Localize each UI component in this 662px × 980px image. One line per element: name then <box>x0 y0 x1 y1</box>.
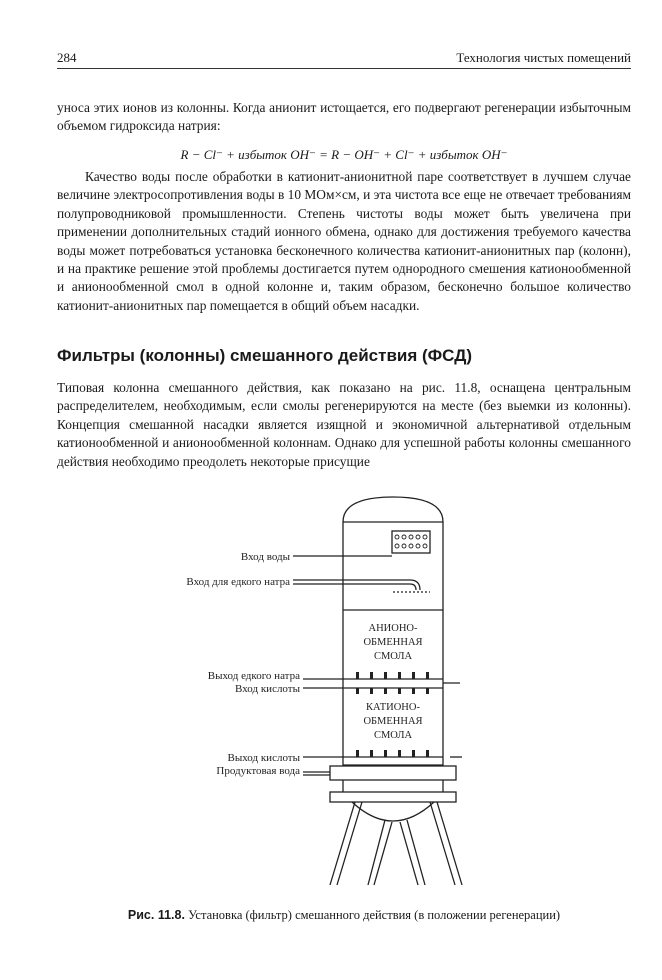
upper-flange <box>330 766 456 780</box>
paragraph-3: Типовая колонна смешанного действия, как показано на рис. 11.8, оснащена центральным распределителем, необходимым, если смолы регенерируются на месте (без выемки из колонны). Концепция смешанной насадки является изящной и экономичной альтернативой отдельным катионообменной и анионообменной колоннам. Однако для успешной работы колонны смешанного действия необходимо преодолеть некоторые присущие <box>57 380 631 469</box>
label-acid-in: Вход кислоты <box>235 683 300 695</box>
paragraph-2: Качество воды после обработки в катионит-анионитной паре соответствует в лучшем случае величине электросопротивления воды в 10 МОм×см, и эта чистота все еще не отвечает требованиям полупроводниковой промышленности. Степень чистоты воды может быть увеличена при применении дополнительных стадий ионного обмена, однако для достижения требуемого качества воды может потребоваться установка бесконечного количества катионит-анионитных пар (колонн), и на практике решение этой проблемы достигается путем однородного смешения катионообменной и анионообменной смол в одной колонне и, таким образом, бесконечно большое количество катионит-анионитных пар помещается в общий объем насадки. <box>57 169 631 313</box>
anion-resin-line-2: ОБМЕННАЯ <box>363 637 423 648</box>
label-acid-out: Выход кислоты <box>227 752 300 764</box>
cation-resin-line-2: ОБМЕННАЯ <box>363 716 423 727</box>
anion-resin-line-1: АНИОНО- <box>368 623 418 634</box>
page-number: 284 <box>57 50 77 65</box>
label-water-in: Вход воды <box>240 551 290 563</box>
distributor-nozzles <box>356 672 429 757</box>
figure-caption <box>57 908 631 923</box>
regeneration-formula: R − Cl⁻ + избыток OH⁻ = R − OH⁻ + Cl⁻ + избыток OH⁻ <box>180 147 508 162</box>
section-heading: Фильтры (колонны) смешанного действия (ФСД) <box>57 346 472 365</box>
running-header <box>57 50 631 68</box>
label-product-water: Продуктовая вода <box>216 765 300 777</box>
caption-text: Установка (фильтр) смешанного действия (в положении регенерации) <box>188 908 561 922</box>
paragraph-1: уноса этих ионов из колонны. Когда анионит истощается, его подвергают регенерации избыточным объемом гидроксида натрия: <box>57 100 631 134</box>
support-leg-4 <box>430 802 455 885</box>
running-title: Технология чистых помещений <box>456 50 631 65</box>
caption-number: Рис. 11.8. <box>127 908 185 922</box>
mixed-bed-column-figure <box>170 490 500 905</box>
inlet-distributor <box>392 531 430 553</box>
label-caustic-out: Выход едкого натра <box>207 670 300 682</box>
cation-resin-line-3: СМОЛА <box>373 730 413 741</box>
support-leg-3 <box>400 822 418 885</box>
support-leg-1 <box>330 802 355 885</box>
anion-resin-line-3: СМОЛА <box>373 651 413 662</box>
header-rule <box>57 68 631 69</box>
bottom-bowl <box>352 802 434 821</box>
lower-flange <box>330 792 456 802</box>
cation-resin-line-1: КАТИОНО- <box>366 702 420 713</box>
label-caustic-in: Вход для едкого натра <box>186 576 290 588</box>
